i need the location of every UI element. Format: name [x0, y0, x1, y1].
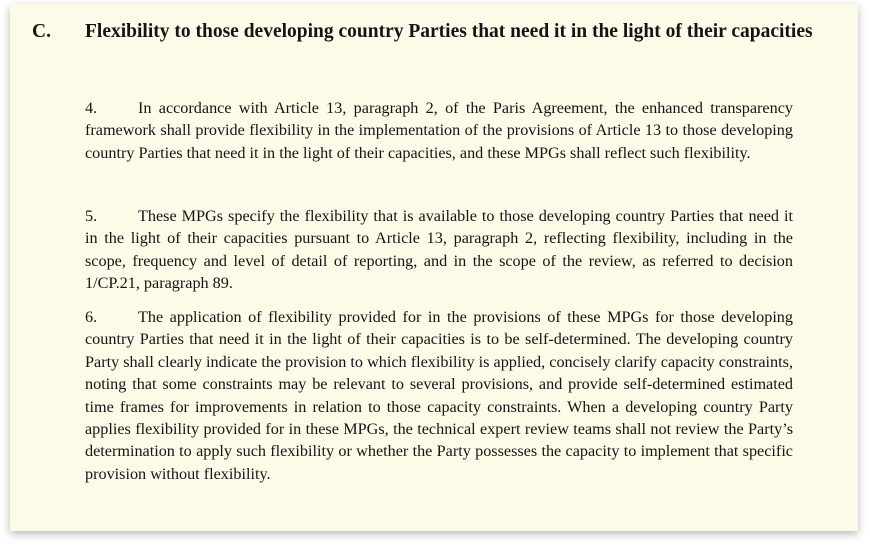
paragraph-number: 4.: [85, 99, 98, 117]
document-page: [10, 4, 858, 531]
paragraph-number: 5.: [85, 207, 98, 225]
paragraph-6: [85, 306, 793, 485]
section-heading: [32, 19, 822, 45]
paragraph-text: These MPGs specify the flexibility that is available to those developing country Parties that need it in the light of their capacities pursuant to Article 13, paragraph 2, reflecting flexibility, including in the scope, frequency and level of detail of reporting, and in the scope of the review, as referred to decision 1/CP.21, paragraph 89.: [85, 207, 793, 293]
paragraph-4: [85, 97, 793, 164]
paragraph-number: 6.: [85, 308, 98, 326]
paragraph-text: In accordance with Article 13, paragraph 2, of the Paris Agreement, the enhanced transparency framework shall provide flexibility in the implementation of the provisions of Article 13 to those developing country Parties that need it in the light of their capacities, and these MPGs shall reflect such flexibility.: [85, 99, 793, 162]
section-letter: C.: [32, 21, 51, 42]
paragraph-5: [85, 205, 793, 295]
paragraph-text: The application of flexibility provided for in the provisions of these MPGs for those developing country Parties that need it in the light of their capacities is to be self-determined. The developing country Party shall clearly indicate the provision to which flexibility is applied, concisely clarify capacity constraints, noting that some constraints may be relevant to several provisions, and provide self-determined estimated time frames for improvements in relation to those capacity constraints. When a developing country Party applies flexibility provided for in these MPGs, the technical expert review teams shall not review the Party’s determination to apply such flexibility or whether the Party possesses the capacity to implement that specific provision without flexibility.: [85, 308, 793, 483]
section-title: Flexibility to those developing country Parties that need it in the light of their capacities: [85, 21, 813, 42]
